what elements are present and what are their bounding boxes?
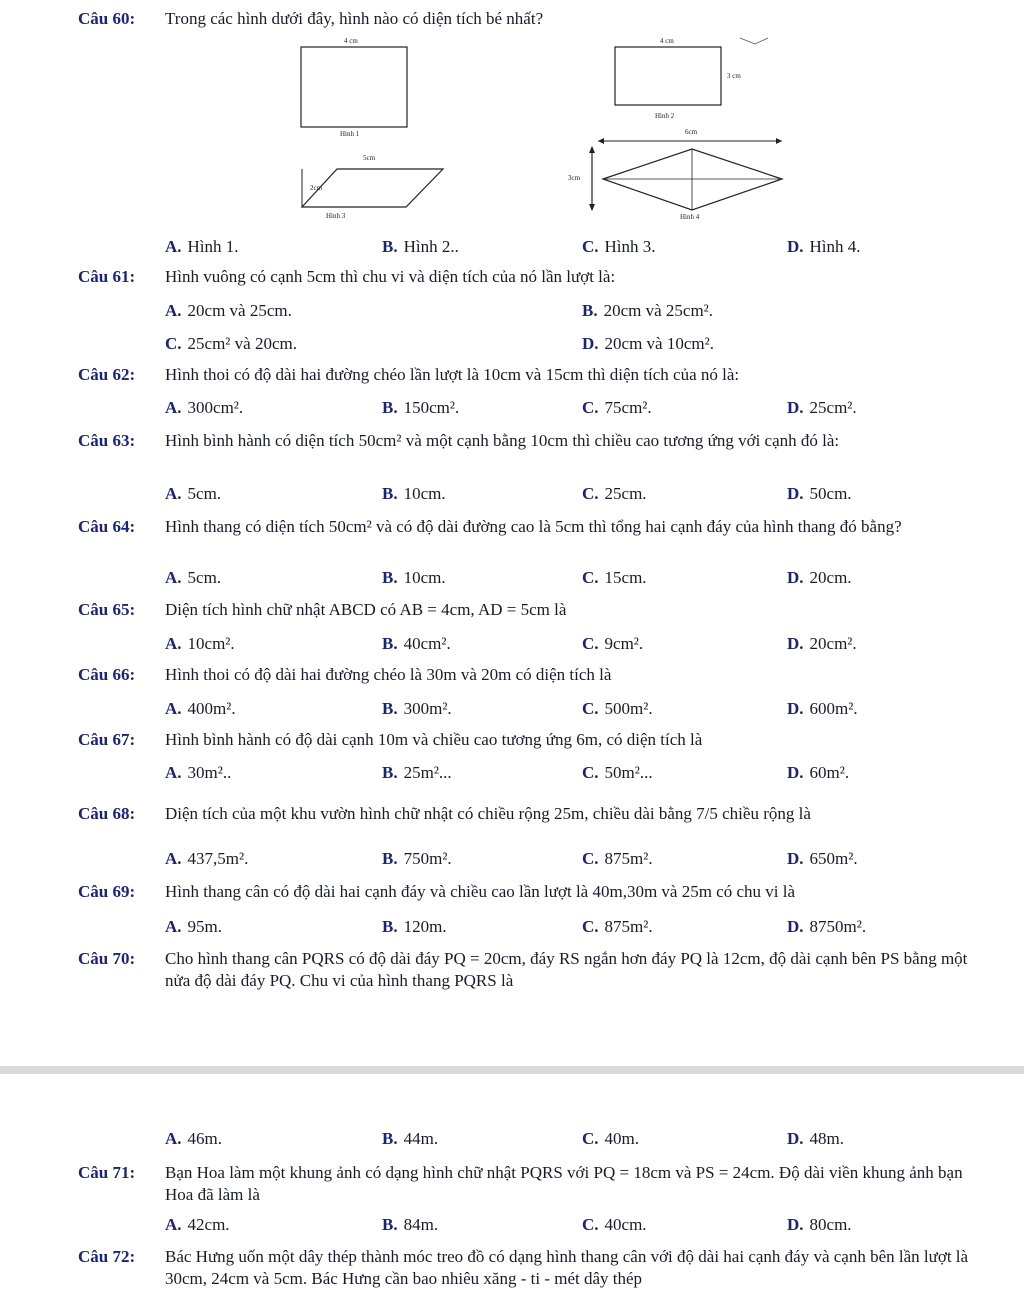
option-a[interactable]: A. 20cm và 25cm. xyxy=(165,301,292,320)
question-text: Cho hình thang cân PQRS có độ dài đáy PQ = 20cm, đáy RS ngắn hơn đáy PQ là 12cm, độ dài cạnh bên PS bằng một nửa độ dài đáy PQ. Chu vi của hình thang PQRS là xyxy=(165,949,968,990)
options-65 xyxy=(0,633,1024,655)
question-text: Diện tích của một khu vườn hình chữ nhật có chiều rộng 25m, chiều dài bằng 7/5 chiều rộng là xyxy=(165,804,811,823)
option-d[interactable]: D. 8750m². xyxy=(787,917,867,936)
h3-caption: Hình 3 xyxy=(326,212,346,220)
h2-rectangle xyxy=(615,47,721,105)
question-number: Câu 71: xyxy=(78,1163,136,1182)
option-d[interactable]: D. 650m². xyxy=(787,849,858,868)
options-69 xyxy=(0,916,1024,938)
options-71 xyxy=(0,1214,1024,1236)
h4-height-arrowhead-top xyxy=(589,146,595,153)
question-66 xyxy=(78,664,993,686)
question-number: Câu 62: xyxy=(78,365,136,384)
figure-hinh-2 xyxy=(615,37,768,120)
options-60 xyxy=(0,236,1024,258)
question-number: Câu 72: xyxy=(78,1247,136,1266)
option-c[interactable]: C. 875m². xyxy=(582,917,653,936)
option-d[interactable]: D. 600m². xyxy=(787,699,858,718)
question-number: Câu 61: xyxy=(78,267,136,286)
question-67 xyxy=(78,729,993,751)
question-63 xyxy=(78,430,993,452)
figure-hinh-4 xyxy=(568,128,782,221)
h4-height-label: 3cm xyxy=(568,174,581,182)
h4-width-label: 6cm xyxy=(685,128,698,136)
option-c[interactable]: C. Hình 3. xyxy=(582,237,656,256)
option-c[interactable]: C. 15cm. xyxy=(582,568,647,587)
option-a[interactable]: A. Hình 1. xyxy=(165,237,239,256)
option-c[interactable]: C. 40m. xyxy=(582,1129,640,1148)
option-b[interactable]: B. 40cm². xyxy=(382,634,451,653)
h2-caption: Hình 2 xyxy=(655,112,675,120)
options-61-row2 xyxy=(0,333,1024,355)
question-60 xyxy=(78,8,993,30)
option-d[interactable]: D. 20cm và 10cm². xyxy=(582,334,714,353)
question-text: Hình thoi có độ dài hai đường chéo lần lượt là 10cm và 15cm thì diện tích của nó là: xyxy=(165,365,740,384)
question-text: Hình vuông có cạnh 5cm thì chu vi và diện tích của nó lần lượt là: xyxy=(165,267,616,286)
question-text: Diện tích hình chữ nhật ABCD có AB = 4cm, AD = 5cm là xyxy=(165,600,567,619)
question-text: Hình thoi có độ dài hai đường chéo là 30m và 20m có diện tích là xyxy=(165,665,612,684)
option-d[interactable]: D. 60m². xyxy=(787,763,850,782)
option-b[interactable]: B. 120m. xyxy=(382,917,447,936)
option-c[interactable]: C. 9cm². xyxy=(582,634,644,653)
question-number: Câu 67: xyxy=(78,730,136,749)
options-66 xyxy=(0,698,1024,720)
page-break-band xyxy=(0,1066,1024,1074)
option-a[interactable]: A. 5cm. xyxy=(165,484,222,503)
question-68 xyxy=(78,803,993,825)
h1-top-label: 4 cm xyxy=(344,37,358,45)
option-c[interactable]: C. 25cm² và 20cm. xyxy=(165,334,297,353)
h4-rhombus xyxy=(603,149,782,210)
option-c[interactable]: C. 50m²... xyxy=(582,763,653,782)
option-a[interactable]: A. 437,5m². xyxy=(165,849,249,868)
question-number: Câu 65: xyxy=(78,600,136,619)
option-d[interactable]: D. 80cm. xyxy=(787,1215,852,1234)
options-61-row1 xyxy=(0,300,1024,322)
h3-height-label: 2cm xyxy=(310,184,323,192)
h2-side-label: 3 cm xyxy=(727,72,741,80)
question-text: Bác Hưng uốn một dây thép thành móc treo đồ có dạng hình thang cân với độ dài hai cạnh đáy và cạnh bên lần lượt là 30cm, 24cm và 5cm. Bác Hưng cần bao nhiêu xăng - ti - mét dây thép xyxy=(165,1247,969,1288)
options-64 xyxy=(0,567,1024,589)
option-c[interactable]: C. 40cm. xyxy=(582,1215,647,1234)
question-text: Hình thang có diện tích 50cm² và có độ dài đường cao là 5cm thì tổng hai cạnh đáy của hình thang đó bằng? xyxy=(165,517,902,536)
question-69 xyxy=(78,881,993,903)
option-c[interactable]: C. 75cm². xyxy=(582,398,652,417)
option-b[interactable]: B. 84m. xyxy=(382,1215,439,1234)
options-63 xyxy=(0,483,1024,505)
question-61 xyxy=(78,266,993,288)
options-67 xyxy=(0,762,1024,784)
option-d[interactable]: D. Hình 4. xyxy=(787,237,861,256)
h4-caption: Hình 4 xyxy=(680,213,700,221)
option-b[interactable]: B. 150cm². xyxy=(382,398,460,417)
h3-top-label: 5cm xyxy=(363,154,376,162)
option-b[interactable]: B. 10cm. xyxy=(382,568,446,587)
options-62 xyxy=(0,397,1024,419)
question-number: Câu 70: xyxy=(78,949,136,968)
question-62 xyxy=(78,364,993,386)
options-70 xyxy=(0,1128,1024,1150)
option-c[interactable]: C. 875m². xyxy=(582,849,653,868)
h4-width-arrowhead-right xyxy=(776,138,782,144)
question-text: Hình bình hành có độ dài cạnh 10m và chiều cao tương ứng 6m, có diện tích là xyxy=(165,730,703,749)
option-a[interactable]: A. 5cm. xyxy=(165,568,222,587)
question-number: Câu 63: xyxy=(78,431,136,450)
question-text: Trong các hình dưới đây, hình nào có diện tích bé nhất? xyxy=(165,9,544,28)
h4-height-arrowhead-bottom xyxy=(589,204,595,211)
h1-caption: Hình 1 xyxy=(340,130,360,138)
question-71 xyxy=(78,1162,993,1206)
h2-top-label: 4 cm xyxy=(660,37,674,45)
question-number: Câu 66: xyxy=(78,665,136,684)
option-b[interactable]: B. 25m²... xyxy=(382,763,452,782)
options-68 xyxy=(0,848,1024,870)
question-text: Hình bình hành có diện tích 50cm² và một cạnh bằng 10cm thì chiều cao tương ứng với cạnh đó là: xyxy=(165,431,840,450)
option-a[interactable]: A. 400m². xyxy=(165,699,236,718)
option-a[interactable]: A. 30m².. xyxy=(165,763,232,782)
option-b[interactable]: B. 20cm và 25cm². xyxy=(582,301,714,320)
h3-parallelogram xyxy=(302,169,443,207)
option-b[interactable]: B. 10cm. xyxy=(382,484,446,503)
question-number: Câu 69: xyxy=(78,882,136,901)
question-65 xyxy=(78,599,993,621)
option-d[interactable]: D. 20cm. xyxy=(787,568,852,587)
option-b[interactable]: B. 750m². xyxy=(382,849,452,868)
question-64 xyxy=(78,516,993,538)
question-70 xyxy=(78,948,993,992)
question-text: Bạn Hoa làm một khung ảnh có dạng hình chữ nhật PQRS với PQ = 18cm và PS = 24cm. Độ dài viền khung ảnh bạn Hoa đã làm là xyxy=(165,1163,963,1204)
question-72 xyxy=(78,1246,993,1290)
option-a[interactable]: A. 95m. xyxy=(165,917,223,936)
h1-square xyxy=(301,47,407,127)
option-c[interactable]: C. 500m². xyxy=(582,699,653,718)
figure-hinh-1 xyxy=(301,37,407,138)
option-a[interactable]: A. 300cm². xyxy=(165,398,244,417)
option-a[interactable]: A. 10cm². xyxy=(165,634,235,653)
figure-hinh-3 xyxy=(302,154,443,220)
option-b[interactable]: B. 300m². xyxy=(382,699,452,718)
option-a[interactable]: A. 46m. xyxy=(165,1129,223,1148)
question-number: Câu 60: xyxy=(78,9,136,28)
h4-width-arrowhead-left xyxy=(598,138,604,144)
option-a[interactable]: A. 42cm. xyxy=(165,1215,230,1234)
question-number: Câu 68: xyxy=(78,804,136,823)
figures-panel xyxy=(0,30,1024,230)
option-c[interactable]: C. 25cm. xyxy=(582,484,647,503)
option-d[interactable]: D. 20cm². xyxy=(787,634,857,653)
question-number: Câu 64: xyxy=(78,517,136,536)
option-d[interactable]: D. 50cm. xyxy=(787,484,852,503)
question-text: Hình thang cân có độ dài hai cạnh đáy và chiều cao lần lượt là 40m,30m và 25m có chu vi là xyxy=(165,882,796,901)
stray-mark xyxy=(740,38,768,44)
option-d[interactable]: D. 48m. xyxy=(787,1129,845,1148)
option-b[interactable]: B. Hình 2.. xyxy=(382,237,459,256)
option-d[interactable]: D. 25cm². xyxy=(787,398,857,417)
option-b[interactable]: B. 44m. xyxy=(382,1129,439,1148)
